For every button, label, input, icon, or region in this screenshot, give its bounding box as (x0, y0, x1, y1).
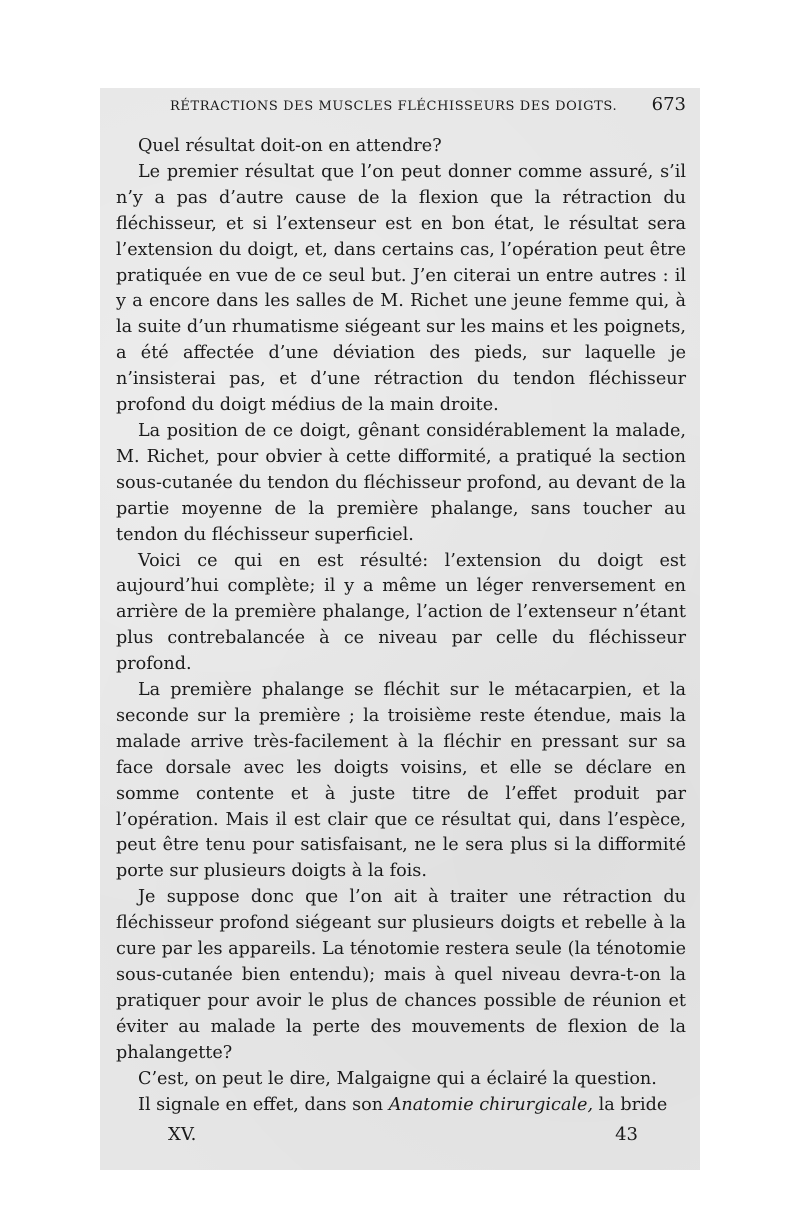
paragraph: Je suppose donc que l’on ait à traiter une rétraction du fléchisseur profond siégeant sur plusieurs doigts et rebelle à la cure par les appareils. La ténotomie restera seule (la ténotomie sous-cutanée bien entendu); mais à quel niveau devra-t-on la pratiquer pour avoir le plus de chances possible de réunion et éviter au malade la perte des mouvements de flexion de la phalangette? (116, 887, 686, 1063)
signature-number: 43 (615, 1124, 638, 1146)
paragraph: Voici ce qui en est résulté: l’extension du doigt est aujourd’hui complète; il y a même un léger renversement en arrière de la première phalange, l’action de l’extenseur n’étant plus contrebalancée à ce niveau par celle du fléchisseur profond. (116, 550, 686, 675)
text-segment: Il signale en effet, dans son (138, 1094, 389, 1115)
page-number: 673 (651, 94, 686, 115)
text-segment: la bride (593, 1094, 668, 1115)
running-title: RÉTRACTIONS DES MUSCLES FLÉCHISSEURS DES DOIGTS. (170, 99, 618, 114)
signature-mark: XV. (168, 1124, 197, 1146)
page-content (116, 94, 686, 1145)
paragraph: Le premier résultat que l’on peut donner comme assuré, s’il n’y a pas d’autre cause de la flexion que la rétraction du fléchisseur, et si l’extenseur est en bon état, le résultat sera l’extension du doigt, et, dans certains cas, l’opération peut être pratiquée en vue de ce seul but. J’en citerai un entre autres : il y a encore dans les salles de M. Richet une jeune femme qui, à la suite d’un rhumatisme siégeant sur les mains et les poignets, a été affectée d’une déviation des pieds, sur laquelle je n’insisterai pas, et d’une rétraction du tendon fléchisseur profond du doigt médius de la main droite. (116, 161, 686, 416)
paragraph: C’est, on peut le dire, Malgaigne qui a éclairé la question. (138, 1068, 657, 1089)
paragraph: Quel résultat doit-on en attendre? (138, 136, 442, 156)
paragraph-continued (116, 1093, 686, 1119)
running-head (116, 94, 686, 132)
body-text (116, 134, 686, 1118)
book-title: Anatomie chirurgicale, (388, 1094, 594, 1115)
paragraph: La première phalange se fléchit sur le métacarpien, et la seconde sur la première ; la troisième reste étendue, mais la malade arrive très-facilement à la fléchir en pressant sur sa face dorsale avec les doigts voisins, et elle se déclare en somme contente et à juste titre de l’effet produit par l’opération. Mais il est clair que ce résultat qui, dans l’espèce, peut être tenu pour satisfaisant, ne le sera plus si la difformité porte sur plusieurs doigts à la fois. (116, 680, 686, 882)
page-footer (116, 1124, 686, 1145)
book-page (100, 88, 700, 1170)
paragraph: La position de ce doigt, gênant considérablement la malade, M. Richet, pour obvier à cette difformité, a pratiqué la section sous-cutanée du tendon du fléchisseur profond, au devant de la partie moyenne de la première phalange, sans toucher au tendon du fléchisseur superficiel. (116, 420, 686, 545)
